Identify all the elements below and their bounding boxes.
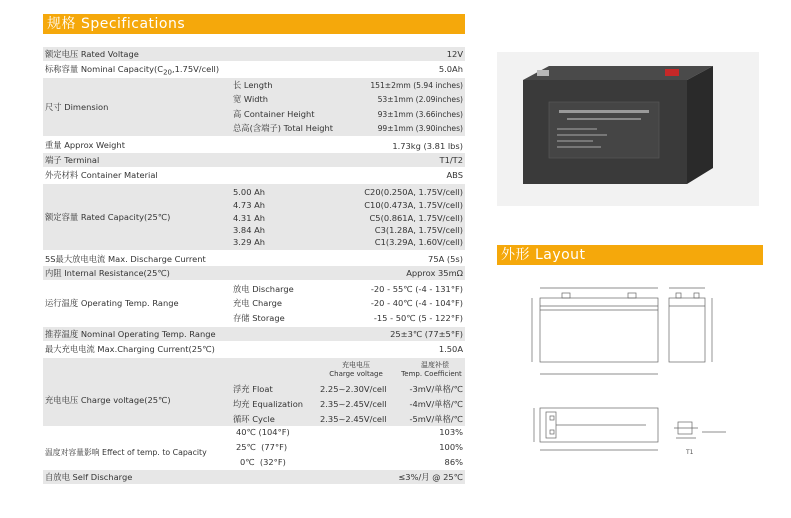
rated-capacity-row xyxy=(43,184,465,250)
weight-label: 重量 Approx Weight xyxy=(45,140,125,150)
rated-voltage-label: 额定电压 Rated Voltage xyxy=(45,49,139,59)
temp-effect-25c: 25℃ (77°F) xyxy=(236,442,288,452)
terminal-detail xyxy=(674,422,726,438)
rated-capacity-ah-1: 5.00 Ah xyxy=(233,187,266,197)
dimension-width-name: 宽 Width xyxy=(233,94,269,104)
dimension-row xyxy=(43,78,465,136)
dimension-label: 尺寸 Dimension xyxy=(45,102,109,112)
dimension-total-height-name: 总高(含端子) Total Height xyxy=(233,123,334,133)
operating-temp-discharge-name: 放电 Discharge xyxy=(233,284,294,294)
container-material-row xyxy=(43,168,465,182)
operating-temp-storage-name: 存储 Storage xyxy=(233,313,285,323)
weight-row xyxy=(43,138,465,152)
rated-capacity-ah-3: 4.31 Ah xyxy=(233,213,266,223)
charge-cycle-voltage: 2.35~2.45V/cell xyxy=(320,414,387,424)
rated-capacity-rate-1: C20(0.250A, 1.75V/cell) xyxy=(364,187,463,197)
dimension-total-height-value: 99±1mm (3.90inches) xyxy=(377,124,463,133)
internal-resistance-row xyxy=(43,266,465,280)
temp-effect-row xyxy=(43,425,465,469)
dimension-width-value: 53±1mm (2.09inches) xyxy=(377,95,463,104)
charge-equalization-coef: -4mV/单格/℃ xyxy=(409,399,463,409)
nominal-capacity-value: 5.0Ah xyxy=(438,64,463,74)
charge-cycle-name: 循环 Cycle xyxy=(233,414,275,424)
internal-resistance-value: Approx 35mΩ xyxy=(406,268,463,278)
max-charging-current-row xyxy=(43,342,465,356)
rated-capacity-label: 额定容量 Rated Capacity(25℃) xyxy=(45,212,171,222)
rated-capacity-ah-4: 3.84 Ah xyxy=(233,225,266,235)
charge-equalization-voltage: 2.35~2.45V/cell xyxy=(320,399,387,409)
container-material-value: ABS xyxy=(446,170,463,180)
max-discharge-row xyxy=(43,252,465,266)
dimension-length-name: 长 Length xyxy=(233,80,273,90)
rated-capacity-rate-3: C5(0.861A, 1.75V/cell) xyxy=(369,213,463,223)
nominal-operating-temp-label: 推荐温度 Nominal Operating Temp. Range xyxy=(45,329,216,339)
charge-float-voltage: 2.25~2.30V/cell xyxy=(320,384,387,394)
self-discharge-row xyxy=(43,470,465,484)
operating-temp-label: 运行温度 Operating Temp. Range xyxy=(45,298,179,308)
operating-temp-storage-value: -15 - 50℃ (5 - 122°F) xyxy=(373,313,463,323)
battery-photo xyxy=(497,52,759,206)
nominal-capacity-label: 标称容量 Nominal $Capacity(C_{20},1.75V/cell)$ xyxy=(45,64,220,77)
max-discharge-value: 75A (5s) xyxy=(428,254,463,264)
charge-equalization-name: 均充 Equalization xyxy=(233,399,304,409)
operating-temp-charge-name: 充电 Charge xyxy=(233,298,283,308)
top-view xyxy=(534,408,658,450)
internal-resistance-label: 内阻 Internal Resistance(25℃) xyxy=(45,268,170,278)
operating-temp-discharge-value: -20 - 55℃ (-4 - 131°F) xyxy=(370,284,463,294)
max-discharge-label: 5S最大放电电流 Max. Discharge Current xyxy=(45,254,206,264)
terminal-value: T1/T2 xyxy=(439,155,463,165)
layout-drawings xyxy=(526,282,746,462)
front-view xyxy=(532,288,658,374)
dimension-length-value: 151±2mm (5.94 inches) xyxy=(370,81,463,90)
charge-voltage-label: 充电电压 Charge voltage(25℃) xyxy=(45,395,171,405)
temp-effect-25c-value: 100% xyxy=(439,442,463,452)
rated-capacity-ah-5: 3.29 Ah xyxy=(233,237,266,247)
charge-float-name: 浮充 Float xyxy=(233,384,273,394)
rated-capacity-rate-4: C3(1.28A, 1.75V/cell) xyxy=(374,225,463,235)
nominal-operating-temp-row xyxy=(43,327,465,341)
battery-illustration xyxy=(497,52,759,206)
temp-effect-0c: 0℃ (32°F) xyxy=(240,457,286,467)
charge-float-coef: -3mV/单格/℃ xyxy=(409,384,463,394)
rated-voltage-value: 12V xyxy=(446,49,463,59)
charge-cycle-coef: -5mV/单格/℃ xyxy=(409,414,463,424)
charge-voltage-col-header-cn: 充电电压 xyxy=(342,361,370,369)
side-view xyxy=(669,288,712,362)
temp-effect-label: 温度对容量影响 Effect of temp. to Capacity xyxy=(45,448,207,457)
temp-effect-0c-value: 86% xyxy=(444,457,463,467)
operating-temp-row xyxy=(43,281,465,325)
rated-capacity-ah-2: 4.73 Ah xyxy=(233,200,266,210)
nominal-operating-temp-value: 25±3℃ (77±5°F) xyxy=(390,329,463,339)
specifications-header: 规格 Specifications xyxy=(43,14,465,34)
temp-effect-40c-value: 103% xyxy=(439,427,463,437)
dimension-height-value: 93±1mm (3.66inches) xyxy=(377,110,463,119)
rated-capacity-rate-5: C1(3.29A, 1.60V/cell) xyxy=(374,237,463,247)
self-discharge-value: ≤3%/月 @ 25℃ xyxy=(398,472,463,482)
terminal-drawing-label: T1 xyxy=(686,449,694,456)
terminal-row xyxy=(43,153,465,167)
self-discharge-label: 自放电 Self Discharge xyxy=(45,472,133,482)
weight-value: 1.73kg (3.81 lbs) xyxy=(392,141,463,151)
max-charging-current-label: 最大充电电流 Max.Charging Current(25℃) xyxy=(45,344,215,354)
terminal-label: 端子 Terminal xyxy=(45,155,100,165)
layout-diagram xyxy=(526,282,746,462)
charge-voltage-row xyxy=(43,358,465,426)
rated-voltage-row xyxy=(43,47,465,61)
charge-voltage-col-header-en: Charge voltage xyxy=(329,370,383,378)
rated-capacity-rate-2: C10(0.473A, 1.75V/cell) xyxy=(364,200,463,210)
temp-coefficient-col-header-en: Temp. Coefficient xyxy=(401,370,462,378)
container-material-label: 外壳材料 Container Material xyxy=(45,170,158,180)
layout-header: 外形 Layout xyxy=(497,245,763,265)
operating-temp-charge-value: -20 - 40℃ (-4 - 104°F) xyxy=(370,298,463,308)
dimension-height-name: 高 Container Height xyxy=(233,109,315,119)
nominal-capacity-row xyxy=(43,62,465,76)
temp-coefficient-col-header-cn: 温度补偿 xyxy=(421,361,449,369)
temp-effect-40c: 40℃ (104°F) xyxy=(236,427,290,437)
max-charging-current-value: 1.50A xyxy=(438,344,463,354)
